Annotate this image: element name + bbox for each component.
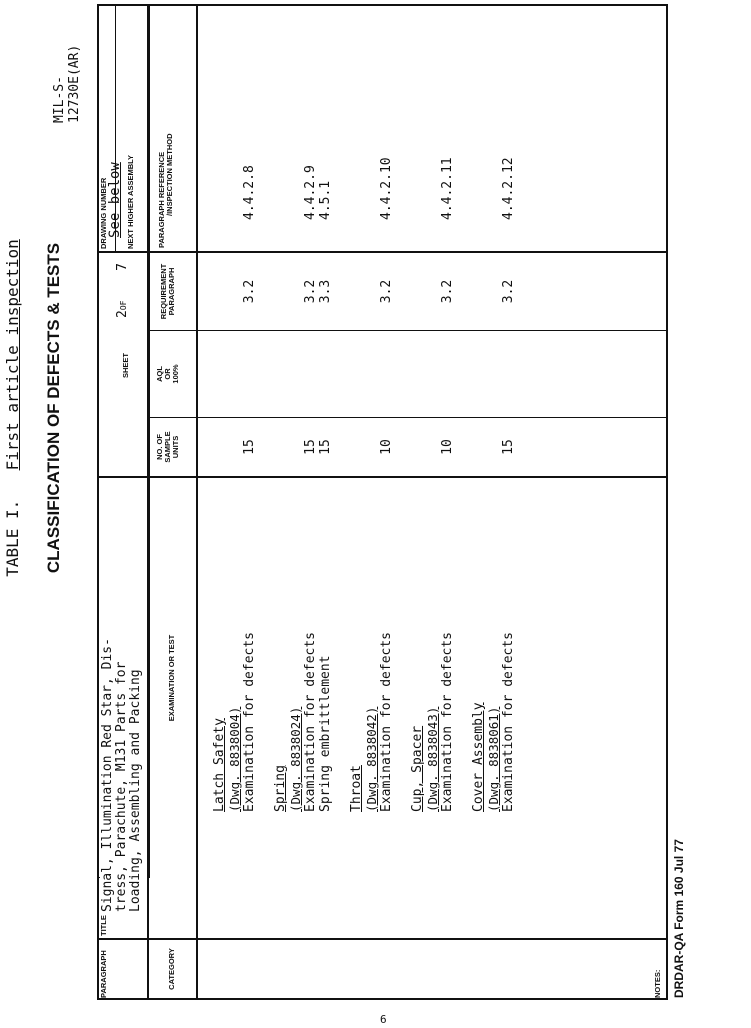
test-name: Spring embrittlement bbox=[318, 655, 333, 812]
sheet-number bbox=[115, 263, 130, 318]
item-name: Latch Safety bbox=[212, 718, 227, 812]
inspection-method-value: 4.5.1 bbox=[318, 180, 333, 220]
inspection-line-2: /INSPECTION METHOD bbox=[165, 133, 174, 216]
table-caption-title: First article inspection bbox=[3, 239, 22, 471]
next-higher-assembly-label: NEXT HIGHER ASSEMBLY bbox=[126, 154, 135, 249]
category-header: CATEGORY bbox=[167, 948, 176, 990]
spec-number: MIL-S-12730E(AR) bbox=[52, 44, 82, 123]
title-line-1: Signal, Illumination Red Star, Dis- bbox=[100, 638, 115, 912]
sample-units-line-1: NO. OF bbox=[155, 434, 164, 460]
title-line-3: Loading, Assembling and Packing bbox=[128, 669, 143, 912]
sheet-of: OF bbox=[119, 300, 128, 311]
item-drawing: (Dwg. 8838024) bbox=[288, 706, 303, 812]
requirement-line-2: PARAGRAPH bbox=[167, 267, 176, 316]
drawing-number-value: See below bbox=[107, 162, 123, 238]
test-name: Examination for defects bbox=[440, 631, 455, 812]
test-name: Examination for defects bbox=[379, 631, 394, 812]
title-line-2: tress, Parachute, M131 Parts for bbox=[114, 661, 129, 912]
item-drawing: (Dwg. 8838042) bbox=[364, 706, 379, 812]
page-number: 6 bbox=[380, 1013, 387, 1026]
requirement-value: 3.2 bbox=[242, 279, 257, 304]
notes-label: NOTES: bbox=[653, 969, 662, 998]
test-name: Examination for defects bbox=[501, 631, 516, 812]
drawing-number-label: DRAWING NUMBER bbox=[99, 177, 108, 249]
item-name: Throat bbox=[349, 765, 364, 812]
requirement-value: 3.2 bbox=[379, 279, 394, 304]
aql-line-3: 100% bbox=[171, 364, 180, 384]
inspection-method-value: 4.4.2.8 bbox=[242, 165, 257, 220]
defects-table bbox=[97, 4, 668, 1000]
sheet-total: 7 bbox=[115, 263, 130, 271]
sheet-label: SHEET bbox=[121, 352, 130, 378]
sample-units-value: 15 bbox=[303, 439, 318, 455]
item-name: Cover Assembly bbox=[471, 702, 486, 812]
inspection-method-value: 4.4.2.11 bbox=[440, 157, 455, 220]
sample-units-value: 15 bbox=[242, 439, 257, 455]
requirement-value: 3.2 bbox=[501, 279, 516, 304]
examination-header: EXAMINATION OR TEST bbox=[167, 634, 176, 722]
item-name: Cup, Spacer bbox=[410, 725, 425, 812]
sample-units-header bbox=[156, 418, 180, 476]
requirement-value: 3.2 bbox=[303, 279, 318, 304]
sheet-number-value: 2 bbox=[115, 310, 130, 318]
inspection-method-value: 4.4.2.12 bbox=[501, 157, 516, 220]
sample-units-value: 10 bbox=[379, 439, 394, 455]
inspection-method-value: 4.4.2.10 bbox=[379, 157, 394, 220]
paragraph-header: PARAGRAPH bbox=[99, 950, 108, 998]
aql-line-2: OR bbox=[163, 368, 172, 380]
requirement-value: 3.3 bbox=[318, 279, 333, 304]
sample-units-value: 15 bbox=[318, 439, 333, 455]
requirement-header bbox=[160, 253, 176, 330]
item-name: Spring bbox=[273, 765, 288, 812]
sample-units-line-2: SAMPLE bbox=[163, 431, 172, 463]
aql-line-1: AQL bbox=[155, 366, 164, 382]
requirement-value: 3.2 bbox=[440, 279, 455, 304]
form-id: DRDAR-QA Form 160 Jul 77 bbox=[672, 839, 686, 998]
inspection-header bbox=[158, 8, 174, 248]
test-name: Examination for defects bbox=[303, 631, 318, 812]
requirement-line-1: REQUIREMENT bbox=[159, 263, 168, 320]
inspection-method-value: 4.4.2.9 bbox=[303, 165, 318, 220]
title-header: TITLE bbox=[99, 915, 108, 936]
table-caption-number: TABLE I. bbox=[3, 499, 22, 577]
table-caption bbox=[4, 168, 22, 648]
item-drawing: (Dwg. 8838061) bbox=[486, 706, 501, 812]
sample-units-value: 15 bbox=[501, 439, 516, 455]
test-name: Examination for defects bbox=[242, 631, 257, 812]
classification-heading: CLASSIFICATION OF DEFECTS & TESTS bbox=[44, 242, 63, 574]
inspection-line-1: PARAGRAPH REFERENCE bbox=[157, 151, 166, 248]
sample-units-line-3: UNITS bbox=[171, 435, 180, 459]
aql-header bbox=[156, 331, 180, 417]
item-drawing: (Dwg. 8838004) bbox=[227, 706, 242, 812]
sample-units-value: 10 bbox=[440, 439, 455, 455]
item-drawing: (Dwg. 8838043) bbox=[425, 706, 440, 812]
